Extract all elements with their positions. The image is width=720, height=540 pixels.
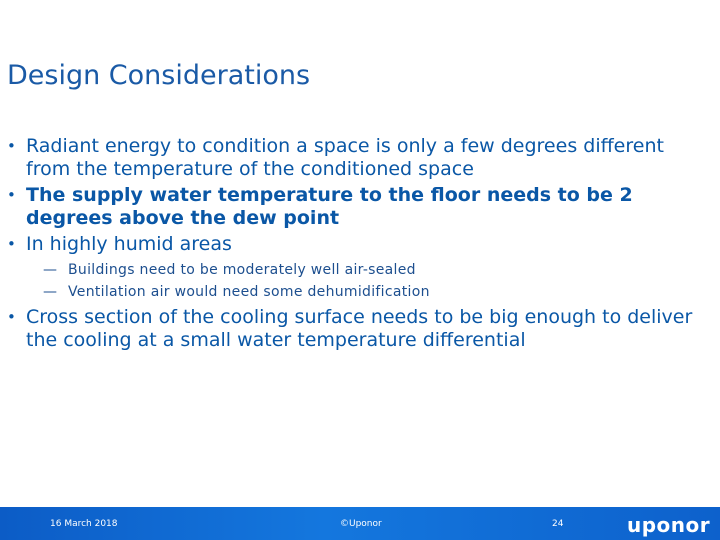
sub-bullet-marker: — bbox=[43, 284, 58, 300]
footer-copyright: ©Uponor bbox=[340, 519, 382, 529]
slide-title: Design Considerations bbox=[7, 60, 311, 91]
bullet-item bbox=[0, 135, 712, 181]
bullet-marker: • bbox=[7, 137, 16, 155]
bullet-list bbox=[0, 135, 712, 355]
sub-bullet-item bbox=[0, 281, 712, 303]
bullet-marker: • bbox=[7, 186, 16, 204]
sub-bullet-item bbox=[0, 259, 712, 281]
bullet-item bbox=[0, 233, 712, 256]
sub-bullet-marker: — bbox=[43, 262, 58, 278]
page-number: 24 bbox=[552, 519, 564, 529]
uponor-logo: uponor bbox=[627, 513, 711, 537]
bullet-item bbox=[0, 306, 712, 352]
sub-bullet-text: Buildings need to be moderately well air-sealed bbox=[68, 262, 416, 278]
bullet-marker: • bbox=[7, 308, 16, 326]
footer-bar bbox=[0, 507, 720, 540]
bullet-item bbox=[0, 184, 712, 230]
bullet-text: In highly humid areas bbox=[26, 233, 232, 255]
footer-date: 16 March 2018 bbox=[50, 519, 118, 529]
sub-bullet-text: Ventilation air would need some dehumidification bbox=[68, 284, 430, 300]
sub-bullet-list bbox=[0, 259, 712, 303]
bullet-text: Cross section of the cooling surface needs to be big enough to deliver the cooling at a small water temperature differential bbox=[26, 306, 693, 351]
bullet-text: Radiant energy to condition a space is only a few degrees different from the temperature of the conditioned space bbox=[26, 135, 664, 180]
bullet-text: The supply water temperature to the floor needs to be 2 degrees above the dew point bbox=[26, 184, 633, 229]
bullet-marker: • bbox=[7, 235, 16, 253]
